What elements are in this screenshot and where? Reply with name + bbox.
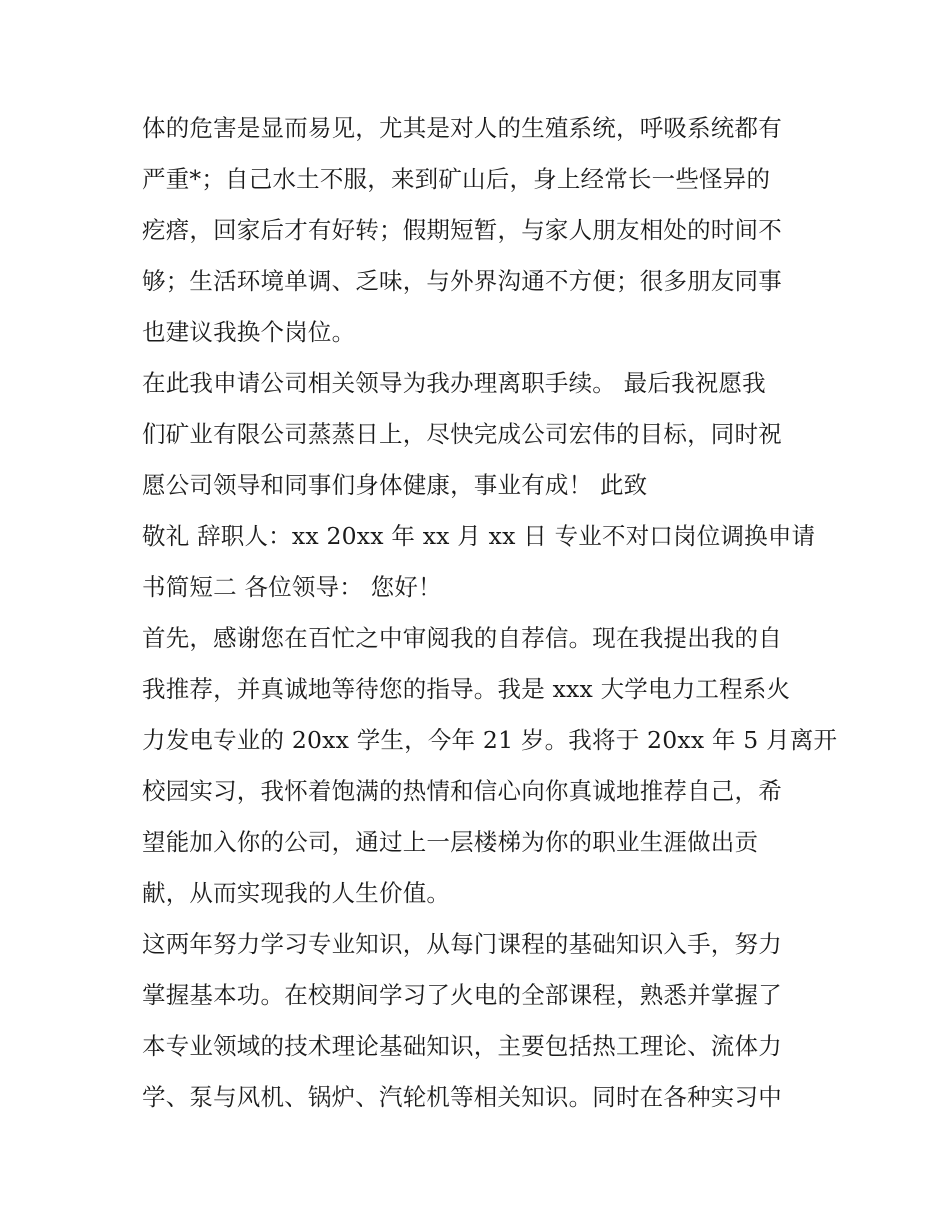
text-line: 够；生活环境单调、乏味，与外界沟通不方便；很多朋友同事 [142,267,782,295]
text-line: 献，从而实现我的人生价值。 [142,879,451,907]
document-body [142,103,838,1123]
text-line: 我推荐，并真诚地等待您的指导。我是 xxx 大学电力工程系火 [142,675,791,703]
text-line: 在此我申请公司相关领导为我办理离职手续。 最后我祝愿我 [142,369,766,397]
text-line: 这两年努力学习专业知识，从每门课程的基础知识入手，努力 [142,930,782,958]
text-line: 力发电专业的 20xx 学生，今年 21 岁。我将于 20xx 年 5 月离开 [142,726,838,754]
text-line: 严重*；自己水土不服，来到矿山后，身上经常长一些怪异的 [142,165,771,193]
text-line: 首先，感谢您在百忙之中审阅我的自荐信。现在我提出我的自 [142,624,782,652]
text-line: 疙瘩，回家后才有好转；假期短暂，与家人朋友相处的时间不 [142,216,782,244]
text-line: 书简短二 各位领导： 您好！ [142,573,442,601]
text-line: 掌握基本功。在校期间学习了火电的全部课程，熟悉并掌握了 [142,981,782,1009]
text-line: 学、泵与风机、锅炉、汽轮机等相关知识。同时在各种实习中 [142,1083,782,1111]
text-line: 望能加入你的公司，通过上一层楼梯为你的职业生涯做出贡 [142,828,759,856]
text-line: 愿公司领导和同事们身体健康，事业有成！ 此致 [142,471,648,499]
text-line: 校园实习，我怀着饱满的热情和信心向你真诚地推荐自己，希 [142,777,782,805]
text-line: 体的危害是显而易见，尤其是对人的生殖系统，呼吸系统都有 [142,114,782,142]
text-line: 也建议我换个岗位。 [142,318,356,346]
text-line: 本专业领域的技术理论基础知识，主要包括热工理论、流体力 [142,1032,782,1060]
text-line: 们矿业有限公司蒸蒸日上，尽快完成公司宏伟的目标，同时祝 [142,420,782,448]
text-line: 敬礼 辞职人：xx 20xx 年 xx 月 xx 日 专业不对口岗位调换申请 [142,522,816,550]
